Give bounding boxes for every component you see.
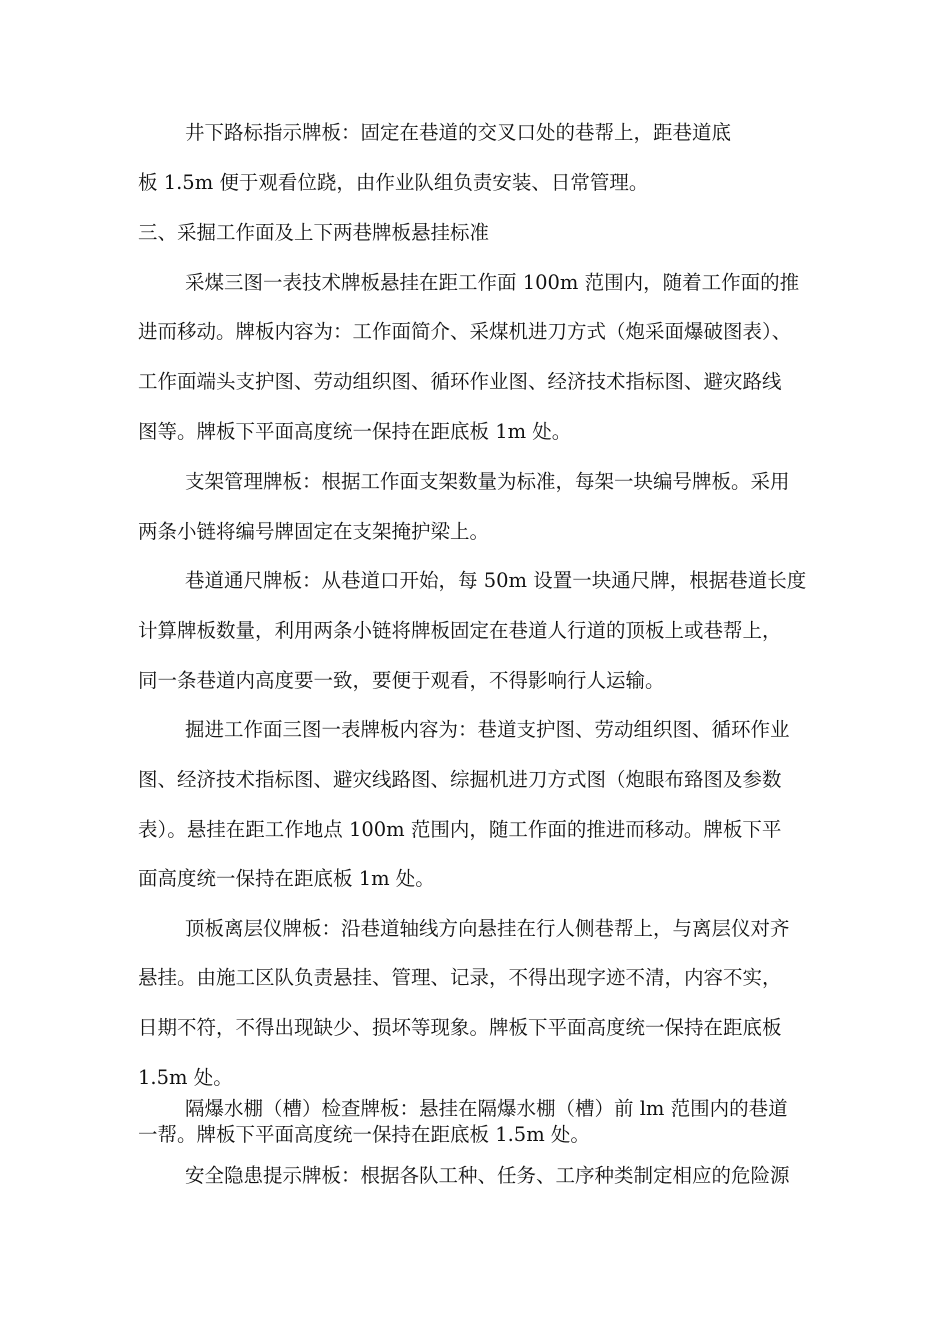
text-line: 采煤三图一表技术牌板悬挂在距工作面 100m 范围内，随着工作面的推 — [185, 271, 800, 294]
text-line: 安全隐患提示牌板：根据各队工种、任务、工序种类制定相应的危险源 — [185, 1164, 790, 1187]
text-line: 日期不符，不得出现缺少、损坏等现象。牌板下平面高度统一保持在距底板 — [138, 1016, 782, 1039]
text-line: 图、经济技术指标图、避灾线路图、综掘机进刀方式图（炮眼布臵图及参数 — [138, 768, 782, 791]
text-line: 一帮。牌板下平面高度统一保持在距底板 1.5m 处。 — [138, 1123, 590, 1146]
text-line: 面高度统一保持在距底板 1m 处。 — [138, 867, 435, 890]
text-line: 1.5m 处。 — [138, 1066, 233, 1089]
text-line: 图等。牌板下平面高度统一保持在距底板 1m 处。 — [138, 420, 572, 443]
text-line: 工作面端头支护图、劳动组织图、循环作业图、经济技术指标图、避灾路线 — [138, 370, 782, 393]
text-line: 板 1.5m 便于观看位跷，由作业队组负责安装、日常管理。 — [138, 171, 649, 194]
text-line: 顶板离层仪牌板：沿巷道轴线方向悬挂在行人侧巷帮上，与离层仪对齐 — [185, 917, 790, 940]
text-line: 悬挂。由施工区队负责悬挂、管理、记录，不得出现字迹不清，内容不实， — [138, 966, 782, 989]
text-line: 计算牌板数量，利用两条小链将牌板固定在巷道人行道的顶板上或巷帮上， — [138, 619, 782, 642]
text-line: 表）。悬挂在距工作地点 100m 范围内，随工作面的推进而移动。牌板下平 — [138, 818, 782, 841]
text-line: 同一条巷道内高度要一致，要便于观看，不得影响行人运输。 — [138, 669, 665, 692]
text-line: 掘进工作面三图一表牌板内容为：巷道支护图、劳动组织图、循环作业 — [185, 718, 790, 741]
section-heading: 三、采掘工作面及上下两巷牌板悬挂标准 — [138, 221, 490, 244]
text-line: 隔爆水棚（槽）检查牌板：悬挂在隔爆水棚（槽）前 lm 范围内的巷道 — [185, 1097, 788, 1120]
text-line: 支架管理牌板：根据工作面支架数量为标准，每架一块编号牌板。采用 — [185, 470, 790, 493]
text-line: 巷道通尺牌板：从巷道口开始，每 50m 设置一块通尺牌，根据巷道长度 — [185, 569, 807, 592]
text-line: 两条小链将编号牌固定在支架掩护梁上。 — [138, 520, 490, 543]
text-line: 井下路标指示牌板：固定在巷道的交叉口处的巷帮上，距巷道底 — [185, 121, 732, 144]
text-line: 进而移动。牌板内容为：工作面简介、采煤机进刀方式（炮采面爆破图表）、 — [138, 320, 792, 343]
